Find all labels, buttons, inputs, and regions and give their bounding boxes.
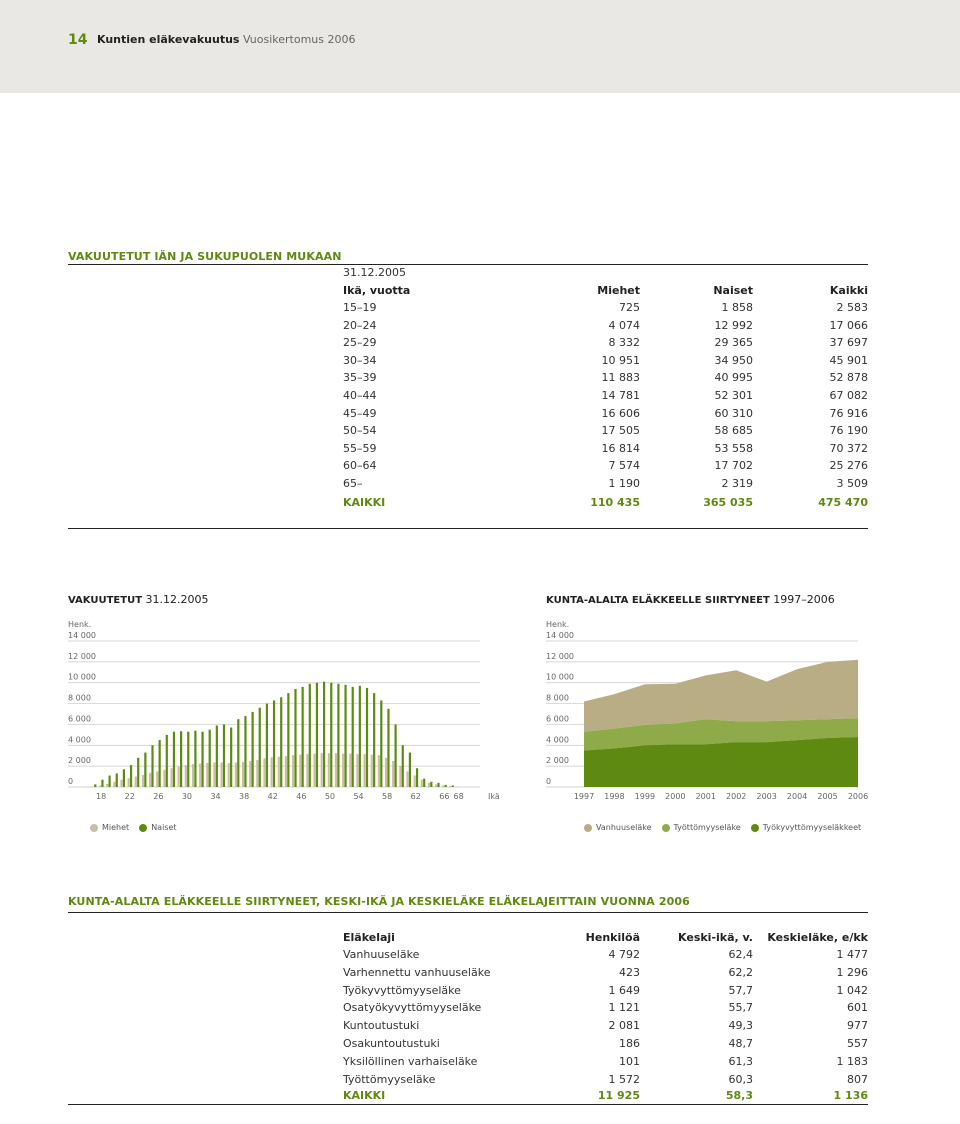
- table-row-cell-0: Työkyvyttömyyseläke: [343, 983, 461, 997]
- bar-naiset: [409, 753, 411, 787]
- y-tick-label: 2 000: [68, 756, 91, 766]
- bar-naiset: [323, 682, 325, 787]
- table-row-cell-3: 977: [847, 1019, 868, 1033]
- y-tick-label: 14 000: [546, 631, 574, 640]
- x-tick-label: 26: [153, 792, 164, 801]
- table-row-cell-1: 4 074: [608, 318, 640, 332]
- table-row-cell-1: 1 649: [608, 983, 640, 997]
- bar-naiset: [209, 730, 211, 787]
- table-row-cell-1: 10 951: [601, 353, 640, 367]
- table-row-cell-2: 53 558: [714, 441, 753, 455]
- table-row-cell-3: 76 190: [829, 424, 868, 438]
- x-tick-label: 30: [181, 792, 193, 801]
- chart1-svg: [68, 630, 508, 820]
- table1-total-row-cell-3: 475 470: [818, 496, 868, 509]
- chart2-title: [546, 593, 835, 606]
- bar-naiset: [223, 724, 225, 787]
- table-row-cell-1: 14 781: [601, 389, 640, 402]
- legend-tyokyvyttomyys-label: Työkyvyttömyyseläkkeet: [762, 823, 862, 832]
- table-row-cell-3: 557: [847, 1037, 868, 1050]
- bar-naiset: [159, 740, 161, 787]
- chart2-legend: [584, 823, 861, 832]
- table-row-cell-3: 3 509: [836, 477, 868, 490]
- legend-naiset-label: Naiset: [151, 823, 177, 832]
- bar-naiset: [144, 753, 146, 787]
- table-row-cell-2: 48,7: [728, 1037, 753, 1050]
- bar-miehet: [456, 786, 458, 787]
- table1-total-row-cell-2: 365 035: [703, 496, 753, 509]
- table-row-cell-3: 807: [847, 1072, 868, 1086]
- legend-tyokyvyttomyys-swatch: [751, 824, 759, 832]
- bar-naiset: [130, 765, 132, 787]
- table-row: [0, 1053, 960, 1070]
- bar-miehet: [428, 783, 430, 787]
- table2-title: KUNTA-ALALTA ELÄKKEELLE SIIRTYNEET, KESKI-IKÄ JA KESKIELÄKE ELÄKELAJEITTAIN VUONNA 2006: [68, 895, 690, 908]
- bar-miehet: [170, 768, 172, 787]
- table-row-cell-1: 423: [619, 965, 640, 979]
- x-tick-label: 68: [453, 792, 464, 801]
- legend-vanhuus-swatch: [584, 824, 592, 832]
- bar-naiset: [395, 724, 397, 787]
- y-tick-label: 0: [546, 777, 552, 786]
- table-row-cell-2: 40 995: [714, 371, 753, 385]
- table1-header-row-cell-0: Ikä, vuotta: [343, 284, 411, 297]
- y-tick-label: 2 000: [546, 756, 569, 766]
- legend-tyottomyys-swatch: [662, 824, 670, 832]
- table2-bottom-rule: [68, 1104, 868, 1105]
- table1-header-row-cell-3: Kaikki: [829, 284, 868, 297]
- legend-naiset-swatch: [139, 824, 147, 832]
- table-row-cell-1: 1 190: [608, 477, 640, 490]
- table-row: [0, 475, 960, 492]
- table-row: [0, 1071, 960, 1088]
- bar-naiset: [302, 687, 304, 787]
- bar-miehet: [364, 754, 366, 787]
- bar-miehet: [213, 762, 215, 787]
- bar-naiset: [416, 768, 418, 787]
- bar-miehet: [378, 755, 380, 787]
- bar-miehet: [242, 762, 244, 787]
- bar-miehet: [313, 754, 315, 787]
- table-row-cell-2: 57,7: [728, 983, 753, 997]
- table-row-cell-1: 11 883: [601, 371, 640, 385]
- bar-naiset: [287, 693, 289, 787]
- table-row-cell-2: 12 992: [714, 318, 753, 332]
- table2-header-row-cell-2: Keski-ikä, v.: [678, 931, 753, 944]
- table-row-cell-0: 40–44: [343, 389, 377, 402]
- y-tick-label: 8 000: [68, 693, 91, 703]
- bar-naiset: [201, 732, 203, 787]
- legend-miehet-label: Miehet: [102, 823, 130, 832]
- bar-naiset: [330, 683, 332, 787]
- bar-naiset: [180, 731, 182, 787]
- bar-miehet: [256, 760, 258, 787]
- bar-miehet: [249, 761, 251, 787]
- table-row: [0, 999, 960, 1016]
- bar-miehet: [149, 773, 151, 787]
- table-row: [0, 457, 960, 474]
- chart1-title-date: 31.12.2005: [145, 593, 209, 606]
- table-row: [0, 352, 960, 369]
- table1-header-row: [0, 282, 960, 299]
- table1-bottom-rule: [68, 528, 868, 529]
- report-subtitle: Vuosikertomus 2006: [242, 33, 356, 46]
- x-tick-label: 54: [353, 792, 364, 801]
- y-tick-label: 12 000: [68, 651, 96, 661]
- page-header: [0, 0, 960, 93]
- table-row-cell-2: 1 858: [721, 301, 753, 314]
- bar-miehet: [142, 775, 144, 787]
- table2-header-row: [0, 929, 960, 946]
- table2-total-row-cell-2: 58,3: [725, 1089, 753, 1102]
- table-row-cell-0: 35–39: [343, 371, 377, 385]
- table-row-cell-2: 34 950: [714, 353, 753, 367]
- table-row-cell-3: 25 276: [829, 459, 868, 473]
- table-row-cell-0: Vanhuuseläke: [343, 948, 420, 961]
- table-row-cell-2: 2 319: [721, 477, 753, 490]
- x-tick-label: 2000: [665, 792, 686, 801]
- bar-naiset: [101, 780, 103, 787]
- y-tick-label: 10 000: [546, 672, 574, 682]
- bar-naiset: [294, 689, 296, 787]
- table-row-cell-3: 1 477: [836, 948, 868, 961]
- bar-miehet: [192, 764, 194, 787]
- table-row-cell-2: 60 310: [714, 406, 753, 420]
- table-row-cell-3: 601: [847, 1001, 868, 1015]
- legend-tyottomyys-label: Työttömyyseläke: [673, 823, 741, 832]
- y-tick-label: 6 000: [68, 714, 91, 724]
- bar-miehet: [406, 771, 408, 787]
- table-row: [0, 317, 960, 334]
- bar-naiset: [437, 783, 439, 787]
- table2-header-row-cell-0: Eläkelaji: [343, 931, 395, 944]
- bar-naiset: [266, 704, 268, 787]
- table-row-cell-0: Varhennettu vanhuuseläke: [343, 965, 491, 979]
- bar-miehet: [263, 758, 265, 787]
- bar-naiset: [173, 732, 175, 787]
- table-row-cell-1: 725: [619, 301, 640, 314]
- y-tick-label: 8 000: [546, 693, 569, 703]
- chart1-title: [68, 593, 209, 606]
- table-row: [0, 440, 960, 457]
- table1-top-rule: [68, 264, 868, 265]
- report-title-main: Kuntien eläkevakuutus: [97, 33, 240, 46]
- bar-miehet: [342, 754, 344, 787]
- table-row: [0, 369, 960, 386]
- bar-miehet: [299, 755, 301, 787]
- bar-miehet: [156, 771, 158, 787]
- bar-naiset: [123, 769, 125, 787]
- bar-naiset: [244, 716, 246, 787]
- bar-naiset: [187, 732, 189, 787]
- chart2-svg: [546, 630, 876, 820]
- bar-naiset: [344, 685, 346, 787]
- bar-miehet: [113, 782, 115, 787]
- table1-date: 31.12.2005: [343, 266, 406, 279]
- bar-miehet: [206, 763, 208, 787]
- bar-naiset: [216, 725, 218, 787]
- table-row-cell-0: Yksilöllinen varhaiseläke: [343, 1054, 478, 1068]
- bar-naiset: [309, 684, 311, 787]
- table-row-cell-2: 62,2: [728, 965, 753, 979]
- x-tick-label: 46: [296, 792, 307, 801]
- table-row: [0, 946, 960, 963]
- x-tick-label: 2001: [695, 792, 716, 801]
- bar-miehet: [221, 762, 223, 787]
- bar-miehet: [178, 767, 180, 787]
- table-row-cell-1: 101: [619, 1054, 640, 1068]
- bar-miehet: [135, 777, 137, 787]
- table-row-cell-0: 65–: [343, 477, 363, 490]
- x-tick-label: 50: [324, 792, 336, 801]
- y-tick-label: 10 000: [68, 672, 96, 682]
- bar-naiset: [316, 683, 318, 787]
- x-tick-label: 2002: [726, 792, 747, 801]
- bar-miehet: [228, 763, 230, 787]
- x-tick-label: 1997: [573, 792, 595, 801]
- x-tick-label: 22: [124, 792, 135, 801]
- table1-header-row-cell-1: Miehet: [597, 284, 640, 297]
- table-row: [0, 422, 960, 439]
- y-tick-label: 4 000: [68, 735, 91, 745]
- table-row-cell-0: Osatyökyvyttömyyseläke: [343, 1001, 482, 1015]
- bar-miehet: [235, 762, 237, 787]
- bar-miehet: [435, 784, 437, 787]
- table-row-cell-1: 1 121: [608, 1001, 640, 1015]
- bar-miehet: [414, 776, 416, 787]
- table-row-cell-3: 45 901: [829, 353, 868, 367]
- table1-header-row-cell-2: Naiset: [713, 284, 753, 297]
- table-row-cell-2: 49,3: [728, 1019, 753, 1033]
- bar-naiset: [94, 784, 96, 787]
- bar-miehet: [92, 786, 94, 787]
- table-row-cell-3: 70 372: [829, 441, 868, 455]
- bar-miehet: [328, 753, 330, 787]
- bar-miehet: [392, 761, 394, 787]
- table-row: [0, 1017, 960, 1034]
- table1-total-row-cell-0: KAIKKI: [343, 496, 386, 509]
- table-row-cell-1: 16 606: [601, 406, 640, 420]
- bar-naiset: [452, 785, 454, 787]
- bar-miehet: [335, 753, 337, 787]
- x-tick-label: 38: [239, 792, 250, 801]
- bar-miehet: [292, 755, 294, 787]
- bar-miehet: [285, 756, 287, 787]
- x-tick-label: 66: [439, 792, 450, 801]
- bar-naiset: [109, 776, 111, 787]
- bar-naiset: [237, 719, 239, 787]
- table-row-cell-0: 25–29: [343, 336, 377, 350]
- table-row-cell-3: 76 916: [829, 406, 868, 420]
- table-row-cell-3: 67 082: [829, 389, 868, 402]
- table-row-cell-1: 186: [619, 1037, 640, 1050]
- table-row-cell-1: 2 081: [608, 1019, 640, 1033]
- bar-miehet: [271, 757, 273, 787]
- bar-naiset: [373, 693, 375, 787]
- bar-miehet: [278, 757, 280, 787]
- bar-miehet: [99, 785, 101, 787]
- table-row-cell-3: 1 183: [836, 1054, 868, 1068]
- table-row-cell-1: 17 505: [601, 424, 640, 438]
- table-row-cell-0: Kuntoutustuki: [343, 1019, 420, 1033]
- y-tick-label: 12 000: [546, 651, 574, 661]
- x-axis-label: Ikä: [488, 792, 500, 801]
- bar-naiset: [423, 779, 425, 787]
- table2-total-row-cell-1: 11 925: [597, 1089, 640, 1102]
- bar-naiset: [337, 684, 339, 787]
- table-row-cell-2: 62,4: [728, 948, 753, 961]
- table-row: [0, 982, 960, 999]
- x-tick-label: 42: [267, 792, 278, 801]
- table2-total-row-cell-0: KAIKKI: [343, 1089, 386, 1102]
- bar-miehet: [356, 754, 358, 787]
- bar-miehet: [371, 755, 373, 787]
- bar-miehet: [106, 784, 108, 787]
- table-row-cell-1: 1 572: [608, 1072, 640, 1086]
- table-row-cell-2: 58 685: [714, 424, 753, 438]
- table-row-cell-0: 55–59: [343, 441, 377, 455]
- table1-total-row-cell-1: 110 435: [590, 496, 640, 509]
- x-tick-label: 62: [410, 792, 421, 801]
- chart1-title-text: VAKUUTETUT: [68, 595, 143, 606]
- y-tick-label: 6 000: [546, 714, 569, 724]
- bar-miehet: [442, 785, 444, 787]
- chart2-unit: Henk.: [546, 620, 570, 629]
- chart1-unit: Henk.: [68, 620, 92, 629]
- bar-miehet: [163, 770, 165, 787]
- table-row-cell-3: 1 296: [836, 965, 868, 979]
- table-row-cell-0: 30–34: [343, 353, 377, 367]
- y-tick-label: 4 000: [546, 735, 569, 745]
- bar-naiset: [116, 773, 118, 787]
- table-row-cell-3: 17 066: [829, 318, 868, 332]
- table2-header-row-cell-3: Keskieläke, e/kk: [767, 931, 868, 944]
- table1-total-row: [0, 494, 960, 511]
- table-row-cell-3: 37 697: [829, 336, 868, 350]
- bar-naiset: [273, 700, 275, 787]
- chart2-title-text: KUNTA-ALALTA ELÄKKEELLE SIIRTYNEET: [546, 595, 770, 606]
- bar-naiset: [194, 731, 196, 787]
- x-tick-label: 18: [96, 792, 107, 801]
- table-row: [0, 334, 960, 351]
- x-tick-label: 2003: [756, 792, 777, 801]
- bar-naiset: [259, 708, 261, 787]
- bar-naiset: [230, 728, 232, 787]
- table-row-cell-2: 60,3: [728, 1072, 753, 1086]
- table-row: [0, 387, 960, 404]
- table2-total-row-cell-3: 1 136: [833, 1089, 868, 1102]
- bar-miehet: [421, 780, 423, 787]
- report-title: [97, 33, 355, 46]
- bar-miehet: [349, 754, 351, 787]
- chart2-title-years: 1997–2006: [773, 593, 835, 606]
- table-row-cell-0: 45–49: [343, 406, 377, 420]
- x-tick-label: 2006: [847, 792, 869, 801]
- legend-vanhuus-label: Vanhuuseläke: [596, 823, 652, 832]
- table-row-cell-2: 61,3: [728, 1054, 753, 1068]
- bar-naiset: [445, 785, 447, 787]
- bar-miehet: [399, 766, 401, 787]
- table-row-cell-0: 60–64: [343, 459, 377, 473]
- table-row: [0, 964, 960, 981]
- x-tick-label: 34: [210, 792, 221, 801]
- bar-miehet: [449, 786, 451, 787]
- bar-naiset: [402, 745, 404, 787]
- page-number: 14: [68, 32, 88, 48]
- bar-miehet: [185, 765, 187, 787]
- table-row-cell-0: Osakuntoutustuki: [343, 1037, 440, 1050]
- bar-miehet: [321, 753, 323, 787]
- bar-naiset: [359, 686, 361, 787]
- table-row-cell-1: 4 792: [608, 948, 640, 961]
- x-tick-label: 58: [382, 792, 393, 801]
- table-row-cell-1: 16 814: [601, 441, 640, 455]
- bar-naiset: [280, 697, 282, 787]
- bar-naiset: [151, 745, 153, 787]
- table-row-cell-3: 1 042: [836, 983, 868, 997]
- table-row: [0, 405, 960, 422]
- table2-top-rule: [68, 912, 868, 913]
- table-row-cell-3: 52 878: [829, 371, 868, 385]
- table-row-cell-2: 29 365: [714, 336, 753, 350]
- bar-naiset: [137, 758, 139, 787]
- bar-naiset: [166, 735, 168, 787]
- table-row: [0, 1035, 960, 1052]
- table2-total-row: [0, 1087, 960, 1104]
- table-row-cell-2: 17 702: [714, 459, 753, 473]
- bar-naiset: [252, 712, 254, 787]
- y-tick-label: 0: [68, 777, 74, 786]
- bar-naiset: [430, 782, 432, 787]
- table-row-cell-2: 52 301: [714, 389, 753, 402]
- table-row-cell-0: 20–24: [343, 318, 377, 332]
- x-tick-label: 1998: [604, 792, 625, 801]
- x-tick-label: 2004: [786, 792, 808, 801]
- legend-miehet-swatch: [90, 824, 98, 832]
- bar-naiset: [380, 700, 382, 787]
- bar-naiset: [352, 687, 354, 787]
- bar-miehet: [306, 754, 308, 787]
- bar-naiset: [387, 709, 389, 787]
- table-row-cell-2: 55,7: [728, 1001, 753, 1015]
- table-row-cell-3: 2 583: [836, 301, 868, 314]
- bar-miehet: [385, 758, 387, 787]
- x-tick-label: 1999: [634, 792, 656, 801]
- table-row-cell-1: 7 574: [608, 459, 640, 473]
- bar-miehet: [128, 778, 130, 787]
- table-row-cell-1: 8 332: [608, 336, 640, 350]
- bar-miehet: [120, 780, 122, 787]
- bar-miehet: [199, 764, 201, 787]
- y-tick-label: 14 000: [68, 631, 96, 640]
- bar-naiset: [366, 688, 368, 787]
- x-tick-label: 2005: [817, 792, 838, 801]
- table2-header-row-cell-1: Henkilöä: [585, 931, 640, 944]
- table-row: [0, 299, 960, 316]
- table-row-cell-0: Työttömyyseläke: [343, 1072, 436, 1086]
- table1-title: VAKUUTETUT IÄN JA SUKUPUOLEN MUKAAN: [68, 250, 342, 263]
- table-row-cell-0: 50–54: [343, 424, 377, 438]
- table-row-cell-0: 15–19: [343, 301, 377, 314]
- chart1-legend: [90, 823, 177, 832]
